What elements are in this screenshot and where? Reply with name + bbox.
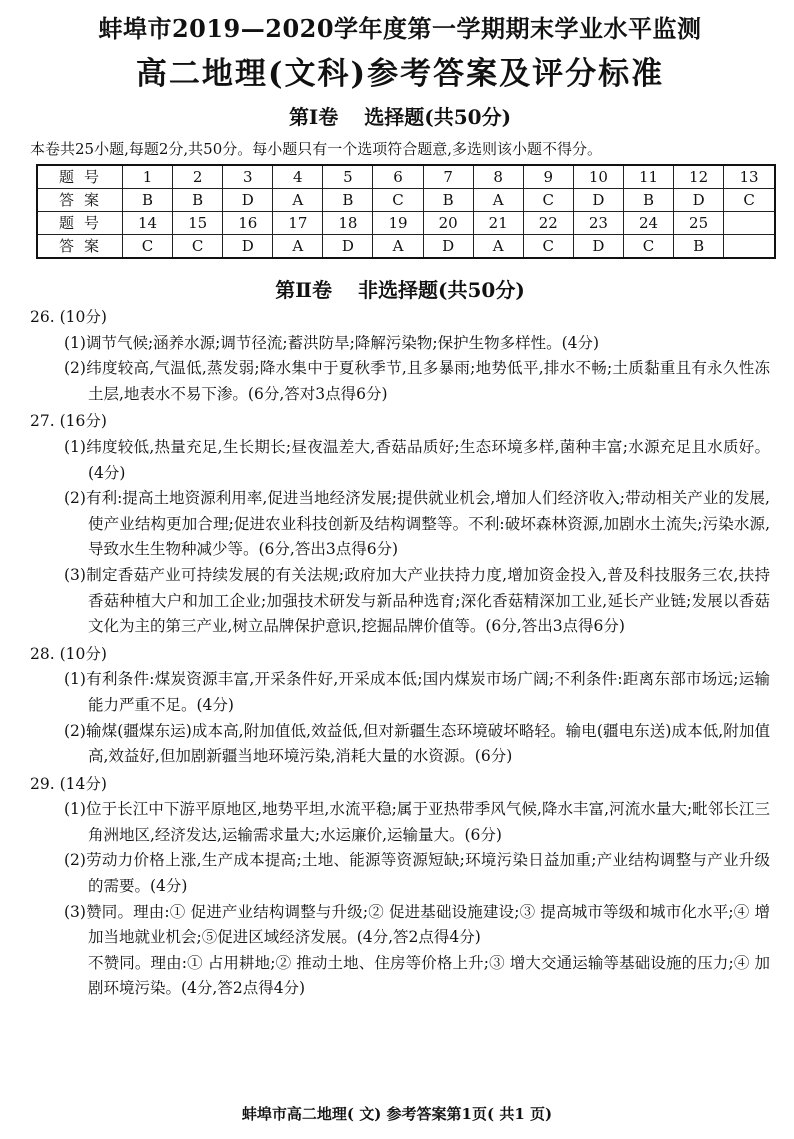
question-number-cell: 11 xyxy=(623,165,673,189)
answer-cell: A xyxy=(273,189,323,212)
table-row-answers xyxy=(37,189,775,212)
answer-cell: D xyxy=(423,235,473,259)
row-label: 答案 xyxy=(37,189,123,212)
answer-item: (2)纬度较高,气温低,蒸发弱;降水集中于夏秋季节,且多暴雨;地势低平,排水不畅;土质黏重且有永久性冻土层,地表水不易下渗。(6分,答对3点得6分) xyxy=(64,359,770,403)
question-number-cell: 2 xyxy=(173,165,223,189)
answer-item: (1)调节气候;涵养水源;调节径流;蓄洪防旱;降解污染物;保护生物多样性。(4分) xyxy=(64,333,600,352)
question-number-cell: 4 xyxy=(273,165,323,189)
question-number-cell: 21 xyxy=(473,212,523,235)
row-label: 题号 xyxy=(37,165,123,189)
answer-cell xyxy=(724,235,775,259)
part1-heading xyxy=(30,104,770,130)
answer-cell: C xyxy=(523,189,573,212)
page-footer: 蚌埠市高二地理( 文) 参考答案第1页( 共1 页) xyxy=(241,1105,553,1123)
question-number-cell: 14 xyxy=(123,212,173,235)
question-heading: 26. (10分) xyxy=(30,308,107,326)
question-number-cell: 24 xyxy=(623,212,673,235)
answer-cell: C xyxy=(373,189,423,212)
row-label: 题号 xyxy=(37,212,123,235)
question-number-cell: 25 xyxy=(674,212,724,235)
question-number-cell: 17 xyxy=(273,212,323,235)
question-number-cell: 9 xyxy=(523,165,573,189)
answer-item: (1)有利条件:煤炭资源丰富,开采条件好,开采成本低;国内煤炭市场广阔;不利条件:距离东部市场远;运输能力严重不足。(4分) xyxy=(64,670,770,714)
answer-cell: A xyxy=(373,235,423,259)
answer-cell: C xyxy=(724,189,775,212)
answer-cell: A xyxy=(473,189,523,212)
question-number-cell: 19 xyxy=(373,212,423,235)
answer-cell: B xyxy=(323,189,373,212)
question-number-cell: 20 xyxy=(423,212,473,235)
answer-cell: B xyxy=(423,189,473,212)
answer-item: (2)输煤(疆煤东运)成本高,附加值低,效益低,但对新疆生态环境破坏略轻。输电(疆电东送)成本低,附加值高,效益好,但加剧新疆当地环境污染,消耗大量的水资源。(6分) xyxy=(64,721,770,766)
question-number-cell: 8 xyxy=(473,165,523,189)
answer-cell: D xyxy=(573,189,623,212)
table-row-answers xyxy=(37,235,775,259)
part1-title-b: 选择题(共50分) xyxy=(364,105,512,129)
document-title: 高二地理(文科)参考答案及评分标准 xyxy=(135,56,665,92)
question-number-cell: 22 xyxy=(523,212,573,235)
answer-cell: B xyxy=(123,189,173,212)
question-number-cell: 23 xyxy=(573,212,623,235)
answer-item: (3)制定香菇产业可持续发展的有关法规;政府加大产业扶持力度,增加资金投入,普及科技服务三农,扶持香菇种植大户和加工企业;加强技术研发与新品种选育;深化香菇精深加工业,延长产业链;发展以香菇文化为主的第三产业,树立品牌保护意识,挖掘品牌价值等。(6分,答出3点得6分) xyxy=(64,565,770,636)
answer-item: (2)有利:提高土地资源利用率,促进当地经济发展;提供就业机会,增加人们经济收入;带动相关产业的发展,使产业结构更加合理;促进农业科技创新及结构调整等。不利:破坏森林资源,加剧水土流失;污染水源,导致水生生物种减少等。(6分,答出3点得6分) xyxy=(64,489,770,559)
answer-item: (1)位于长江中下游平原地区,地势平坦,水流平稳;属于亚热带季风气候,降水丰富,河流水量大;毗邻长江三角洲地区,经济发达,运输需求量大;水运廉价,运输量大。(6分) xyxy=(64,800,770,844)
answer-cell: C xyxy=(523,235,573,259)
answer-cell: D xyxy=(223,189,273,212)
question-number-cell: 16 xyxy=(223,212,273,235)
question-number-cell: 1 xyxy=(123,165,173,189)
answer-table xyxy=(36,164,776,259)
answer-cell: B xyxy=(674,235,724,259)
question-heading: 29. (14分) xyxy=(30,774,107,793)
question-number-cell xyxy=(724,212,775,235)
answer-cell: C xyxy=(623,235,673,259)
answer-cell: B xyxy=(623,189,673,212)
question-number-cell: 12 xyxy=(674,165,724,189)
question-heading: 28. (10分) xyxy=(30,644,107,663)
answer-cell: D xyxy=(674,189,724,212)
question-number-cell: 6 xyxy=(373,165,423,189)
question-number-cell: 10 xyxy=(573,165,623,189)
part2-heading xyxy=(30,277,770,303)
answer-item: (3)赞同。理由:① 促进产业结构调整与升级;② 促进基础设施建设;③ 提高城市等级和城市化水平;④ 增加当地就业机会;⑤促进区域经济发展。(4分,答2点得4分) xyxy=(64,902,770,947)
answer-cell: B xyxy=(173,189,223,212)
question-number-cell: 13 xyxy=(724,165,775,189)
answer-cell: A xyxy=(473,235,523,259)
question-heading: 27. (16分) xyxy=(30,412,107,431)
answer-cell: C xyxy=(173,235,223,259)
answer-cell: C xyxy=(123,235,173,259)
answer-item: (1)纬度较低,热量充足,生长期长;昼夜温差大,香菇品质好;生态环境多样,菌种丰富;水源充足且水质好。(4分) xyxy=(64,437,770,482)
answer-cell: D xyxy=(573,235,623,259)
part2-title-a: 第Ⅱ卷 xyxy=(275,278,333,302)
question-list xyxy=(30,305,770,1002)
question-number-cell: 7 xyxy=(423,165,473,189)
question-number-cell: 18 xyxy=(323,212,373,235)
part2-title-b: 非选择题(共50分) xyxy=(358,278,525,302)
answer-cell: A xyxy=(273,235,323,259)
table-row-question-numbers xyxy=(37,212,775,235)
answer-item: 不赞同。理由:① 占用耕地;② 推动土地、住房等价格上升;③ 增大交通运输等基础设施的压力;④ 加剧环境污染。(4分,答2点得4分) xyxy=(88,953,770,998)
part1-note: 本卷共25小题,每题2分,共50分。每小题只有一个选项符合题意,多选则该小题不得分。 xyxy=(30,140,603,158)
row-label: 答案 xyxy=(37,235,123,259)
part1-title-a: 第Ⅰ卷 xyxy=(288,105,339,129)
question-number-cell: 5 xyxy=(323,165,373,189)
question-number-cell: 3 xyxy=(223,165,273,189)
question-number-cell: 15 xyxy=(173,212,223,235)
exam-title: 蚌埠市2019—2020学年度第一学期期末学业水平监测 xyxy=(98,14,702,43)
table-row-question-numbers xyxy=(37,165,775,189)
answer-cell: D xyxy=(223,235,273,259)
answer-item: (2)劳动力价格上涨,生产成本提高;土地、能源等资源短缺;环境污染日益加重;产业结构调整与产业升级的需要。(4分) xyxy=(64,851,770,896)
answer-cell: D xyxy=(323,235,373,259)
